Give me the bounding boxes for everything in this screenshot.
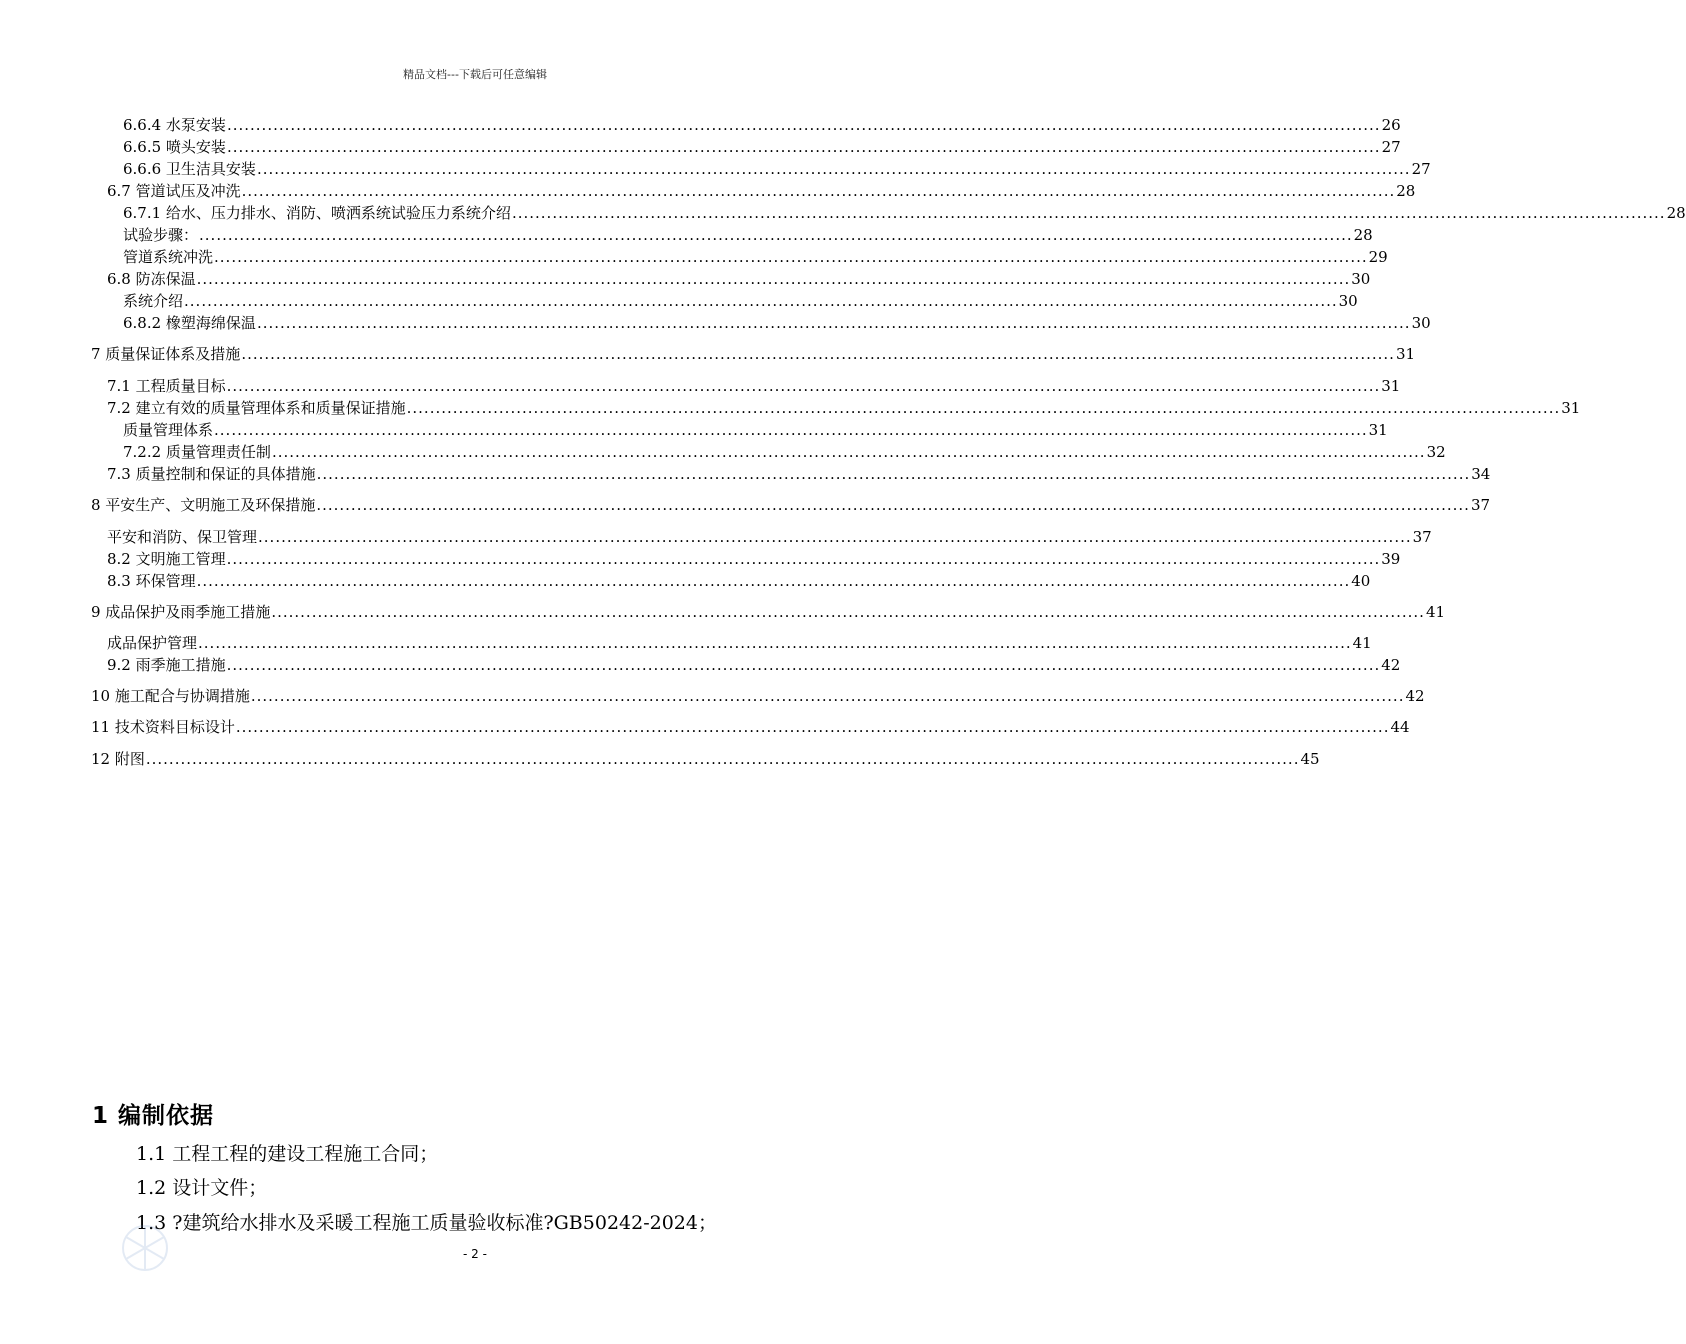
toc-leader: ........................................................................................................................................................................................................ (199, 226, 1353, 244)
toc-leader: ........................................................................................................................................................................................................ (226, 656, 1381, 674)
toc-entry[interactable]: 8.2 文明施工管理 ........................................................................................................................................................................................................ 39 (107, 550, 1401, 568)
toc-leader: ........................................................................................................................................................................................................ (184, 292, 1338, 310)
toc-leader: ........................................................................................................................................................................................................ (226, 550, 1381, 568)
toc-entry[interactable]: 成品保护管理 ........................................................................................................................................................................................................ 41 (107, 634, 1372, 652)
page-number: - 2 - (463, 1247, 487, 1261)
toc-leader: ........................................................................................................................................................................................................ (511, 204, 1666, 222)
toc-leader: ........................................................................................................................................................................................................ (271, 603, 1425, 621)
toc-entry[interactable]: 7 质量保证体系及措施 ........................................................................................................................................................................................................ 31 (91, 345, 1416, 363)
toc-entry[interactable]: 6.6.4 水泵安装 ........................................................................................................................................................................................................ 26 (123, 116, 1401, 134)
toc-entry[interactable]: 7.3 质量控制和保证的具体措施 ........................................................................................................................................................................................................ 34 (107, 465, 1491, 483)
toc-leader: ........................................................................................................................................................................................................ (406, 399, 1561, 417)
toc-entry[interactable]: 质量管理体系 ........................................................................................................................................................................................................ 31 (123, 421, 1388, 439)
toc-leader: ........................................................................................................................................................................................................ (198, 634, 1352, 652)
toc-entry[interactable]: 6.6.5 喷头安装 ........................................................................................................................................................................................................ 27 (123, 138, 1401, 156)
toc-entry[interactable]: 平安和消防、保卫管理 ........................................................................................................................................................................................................ 37 (107, 528, 1432, 546)
toc-leader: ........................................................................................................................................................................................................ (214, 248, 1368, 266)
basis-item: 1.3 ?建筑给水排水及采暖工程施工质量验收标准?GB50242-2024； (136, 1212, 717, 1234)
toc-entry[interactable]: 6.8 防冻保温 ........................................................................................................................................................................................................ 30 (107, 270, 1371, 288)
toc-leader: ........................................................................................................................................................................................................ (316, 496, 1470, 514)
toc-entry[interactable]: 8.3 环保管理 ........................................................................................................................................................................................................ 40 (107, 572, 1371, 590)
toc-entry[interactable]: 试验步骤： ........................................................................................................................................................................................................ 28 (123, 226, 1373, 244)
toc-entry[interactable]: 10 施工配合与协调措施 ........................................................................................................................................................................................................ 42 (91, 687, 1425, 705)
toc-leader: ........................................................................................................................................................................................................ (316, 465, 1471, 483)
toc-entry[interactable]: 12 附图 ........................................................................................................................................................................................................ 45 (91, 750, 1320, 768)
toc-leader: ........................................................................................................................................................................................................ (145, 750, 1300, 768)
toc-entry[interactable]: 6.7.1 给水、压力排水、消防、喷洒系统试验压力系统介绍 ........................................................................................................................................................................................................ 28 (123, 204, 1686, 222)
toc-entry[interactable]: 7.2 建立有效的质量管理体系和质量保证措施 ........................................................................................................................................................................................................ 31 (107, 399, 1581, 417)
toc-leader: ........................................................................................................................................................................................................ (214, 421, 1368, 439)
page-header: 精品文档---下载后可任意编辑 (403, 68, 547, 81)
toc-leader: ........................................................................................................................................................................................................ (250, 687, 1405, 705)
toc-entry[interactable]: 9.2 雨季施工措施 ........................................................................................................................................................................................................ 42 (107, 656, 1401, 674)
toc-leader: ........................................................................................................................................................................................................ (226, 377, 1381, 395)
toc-leader: ........................................................................................................................................................................................................ (241, 182, 1396, 200)
toc-leader: ........................................................................................................................................................................................................ (256, 314, 1411, 332)
toc-leader: ........................................................................................................................................................................................................ (196, 572, 1351, 590)
toc-leader: ........................................................................................................................................................................................................ (235, 718, 1390, 736)
toc-leader: ........................................................................................................................................................................................................ (271, 443, 1426, 461)
toc-entry[interactable]: 7.2.2 质量管理责任制 ........................................................................................................................................................................................................ 32 (123, 443, 1446, 461)
toc-entry[interactable]: 7.1 工程质量目标 ........................................................................................................................................................................................................ 31 (107, 377, 1401, 395)
toc-entry[interactable]: 6.7 管道试压及冲洗 ........................................................................................................................................................................................................ 28 (107, 182, 1416, 200)
toc-entry[interactable]: 8 平安生产、文明施工及环保措施 ........................................................................................................................................................................................................ 37 (91, 496, 1491, 514)
section-heading: 1 编制依据 (92, 1103, 215, 1129)
basis-item: 1.2 设计文件； (136, 1177, 268, 1199)
toc-leader: ........................................................................................................................................................................................................ (226, 138, 1381, 156)
toc-entry[interactable]: 6.8.2 橡塑海绵保温 ........................................................................................................................................................................................................ 30 (123, 314, 1431, 332)
toc-entry[interactable]: 系统介绍 ........................................................................................................................................................................................................ 30 (123, 292, 1358, 310)
toc-leader: ........................................................................................................................................................................................................ (226, 116, 1381, 134)
toc-leader: ........................................................................................................................................................................................................ (258, 528, 1412, 546)
toc-leader: ........................................................................................................................................................................................................ (256, 160, 1411, 178)
toc-leader: ........................................................................................................................................................................................................ (241, 345, 1395, 363)
toc-entry[interactable]: 9 成品保护及雨季施工措施 ........................................................................................................................................................................................................ 41 (91, 603, 1446, 621)
toc-entry[interactable]: 6.6.6 卫生洁具安装 ........................................................................................................................................................................................................ 27 (123, 160, 1431, 178)
toc-entry[interactable]: 管道系统冲洗 ........................................................................................................................................................................................................ 29 (123, 248, 1388, 266)
basis-item: 1.1 工程工程的建设工程施工合同； (136, 1143, 439, 1165)
toc-leader: ........................................................................................................................................................................................................ (196, 270, 1351, 288)
toc-entry[interactable]: 11 技术资料目标设计 ........................................................................................................................................................................................................ 44 (91, 718, 1410, 736)
